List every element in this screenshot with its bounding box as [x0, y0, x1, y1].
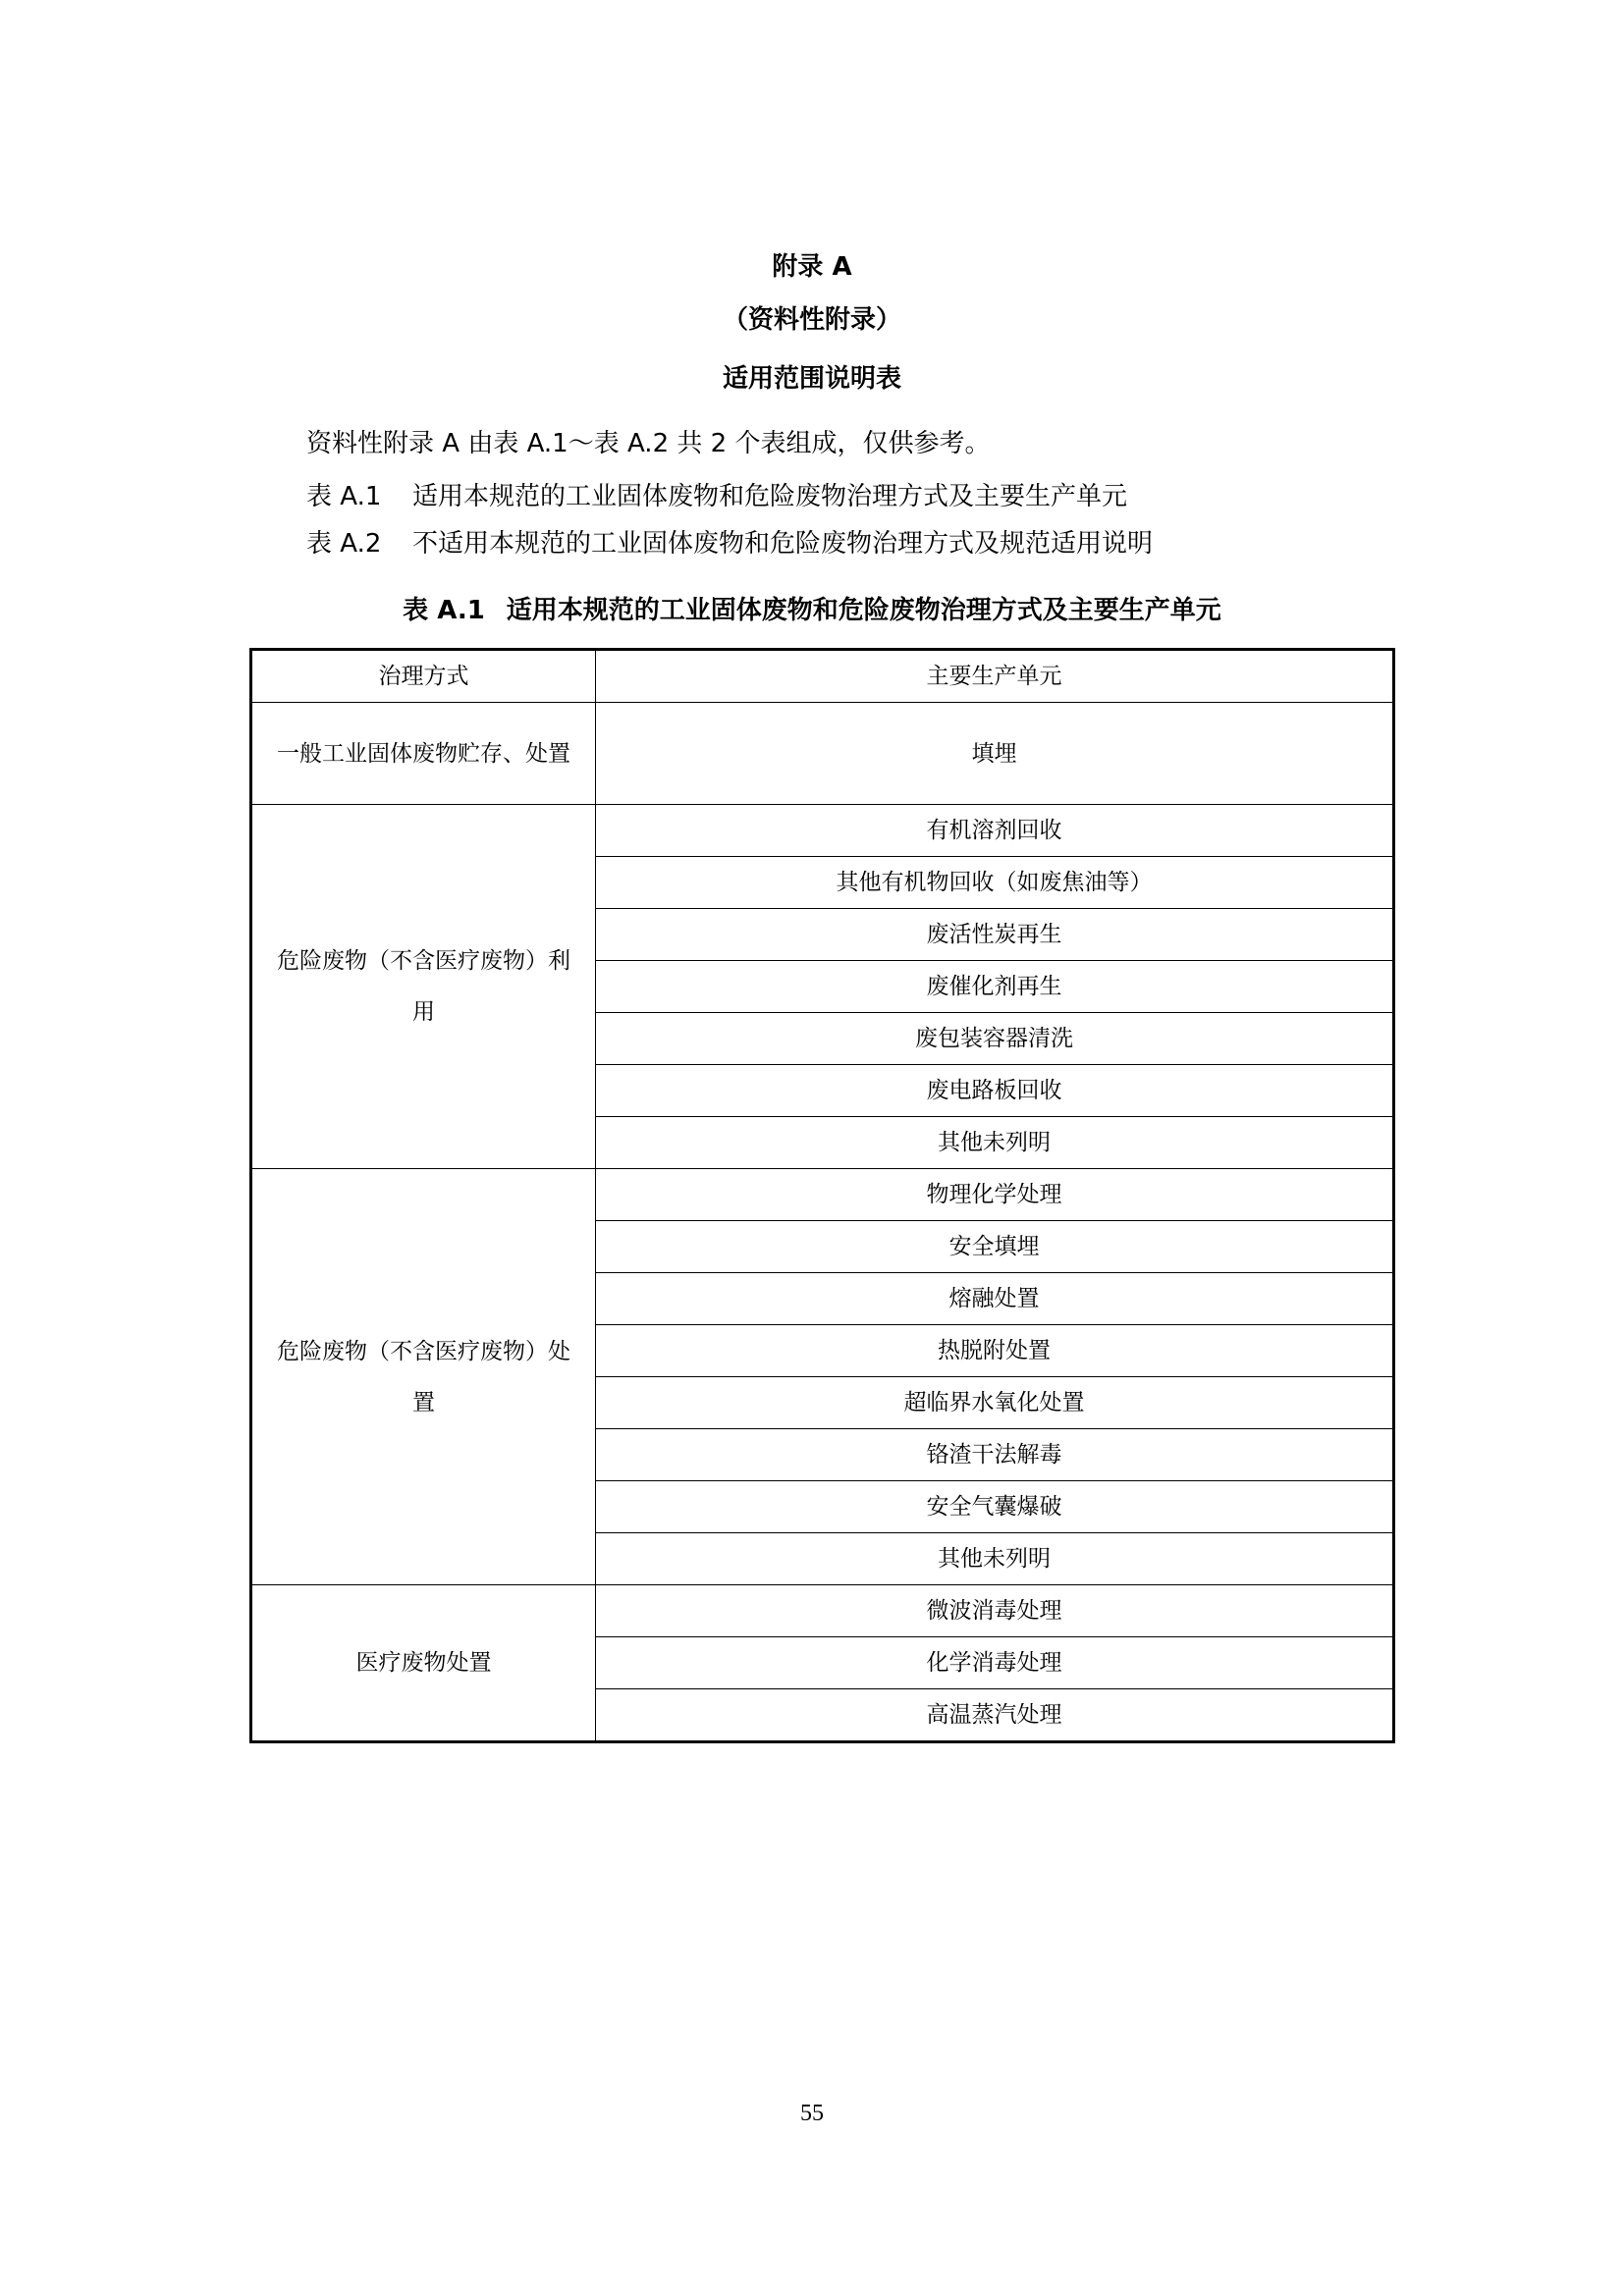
unit-cell: 其他未列明	[596, 1117, 1394, 1169]
unit-cell: 物理化学处理	[596, 1169, 1394, 1221]
page-number: 55	[800, 2101, 824, 2126]
table-caption-text: 适用本规范的工业固体废物和危险废物治理方式及主要生产单元	[506, 596, 1221, 625]
table-header-row	[251, 650, 1394, 703]
table-ref-text: 不适用本规范的工业固体废物和危险废物治理方式及规范适用说明	[412, 529, 1154, 559]
table-caption-label: 表 A.1	[403, 596, 485, 625]
method-cell: 危险废物（不含医疗废物）处置	[251, 1169, 596, 1585]
scope-table-body	[251, 650, 1394, 1742]
table-caption	[0, 593, 1624, 628]
table-ref-label: 表 A.1	[306, 482, 382, 511]
scope-table	[249, 648, 1395, 1743]
unit-cell: 废活性炭再生	[596, 909, 1394, 961]
unit-cell: 超临界水氧化处置	[596, 1377, 1394, 1429]
table-ref-text: 适用本规范的工业固体废物和危险废物治理方式及主要生产单元	[412, 482, 1128, 511]
appendix-type: （资料性附录）	[722, 305, 901, 335]
method-cell: 危险废物（不含医疗废物）利用	[251, 805, 596, 1169]
unit-cell: 填埋	[596, 703, 1394, 805]
unit-cell: 安全气囊爆破	[596, 1481, 1394, 1533]
header-cell-unit: 主要生产单元	[596, 650, 1394, 703]
unit-cell: 铬渣干法解毒	[596, 1429, 1394, 1481]
table-ref-label: 表 A.2	[306, 529, 382, 559]
unit-cell: 其他有机物回收（如废焦油等）	[596, 857, 1394, 909]
table-ref-a2	[306, 526, 1153, 561]
unit-cell: 熔融处置	[596, 1273, 1394, 1325]
table-row	[251, 805, 1394, 857]
unit-cell: 化学消毒处理	[596, 1637, 1394, 1689]
table-row	[251, 1169, 1394, 1221]
appendix-title: 附录 A	[772, 252, 852, 282]
header-cell-method: 治理方式	[251, 650, 596, 703]
method-cell: 医疗废物处置	[251, 1585, 596, 1742]
unit-cell: 热脱附处置	[596, 1325, 1394, 1377]
unit-cell: 废电路板回收	[596, 1065, 1394, 1117]
table-row	[251, 1585, 1394, 1637]
unit-cell: 高温蒸汽处理	[596, 1689, 1394, 1742]
unit-cell: 微波消毒处理	[596, 1585, 1394, 1637]
unit-cell: 废包装容器清洗	[596, 1013, 1394, 1065]
table-ref-a1	[306, 479, 1127, 514]
unit-cell: 其他未列明	[596, 1533, 1394, 1585]
unit-cell: 安全填埋	[596, 1221, 1394, 1273]
unit-cell: 废催化剂再生	[596, 961, 1394, 1013]
table-row	[251, 703, 1394, 805]
method-cell: 一般工业固体废物贮存、处置	[251, 703, 596, 805]
intro-paragraph: 资料性附录 A 由表 A.1～表 A.2 共 2 个表组成，仅供参考。	[306, 429, 991, 458]
section-title: 适用范围说明表	[722, 364, 901, 394]
unit-cell: 有机溶剂回收	[596, 805, 1394, 857]
